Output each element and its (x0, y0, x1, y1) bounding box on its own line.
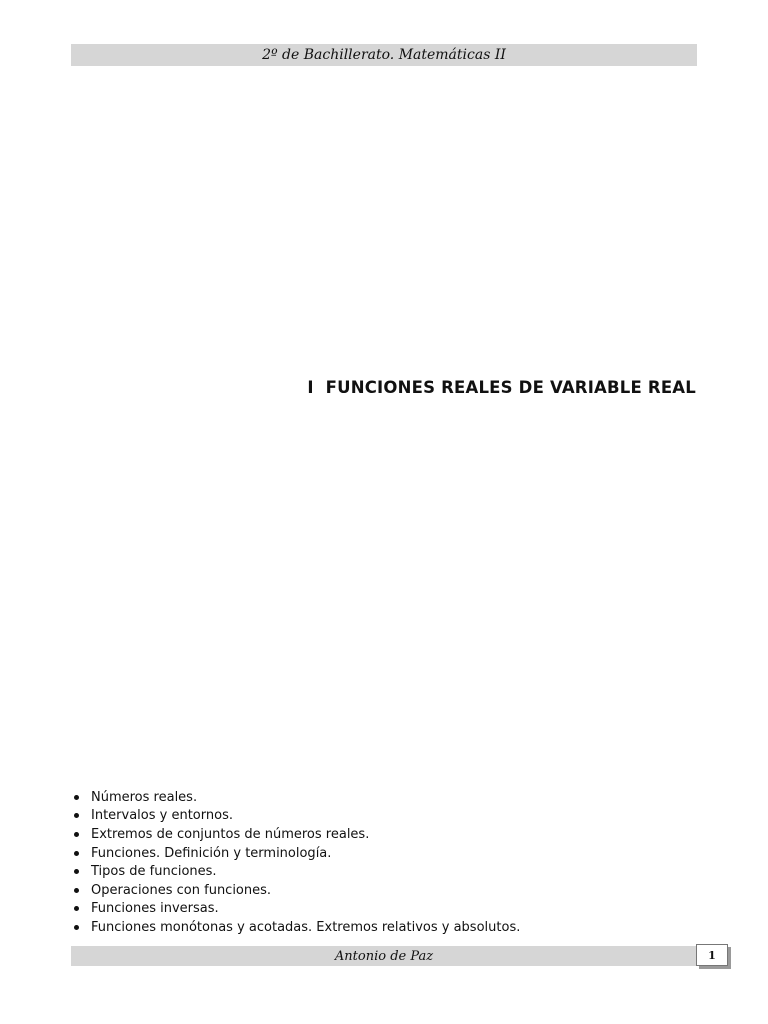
bullet-icon (74, 925, 79, 930)
list-item-label: Operaciones con funciones. (91, 882, 272, 898)
page-number-badge (696, 944, 728, 966)
list-item (74, 807, 520, 826)
bullet-icon (74, 906, 79, 911)
bullet-icon (74, 795, 79, 800)
chapter-title (0, 378, 696, 397)
list-item-label: Extremos de conjuntos de números reales. (91, 826, 370, 842)
footer-author: Antonio de Paz (334, 948, 434, 964)
chapter-number: I (307, 378, 314, 397)
page-footer (71, 946, 697, 966)
topic-list (74, 788, 520, 937)
bullet-icon (74, 869, 79, 874)
list-item-label: Intervalos y entornos. (91, 808, 233, 824)
list-item-label: Funciones inversas. (91, 901, 219, 917)
header-title: 2º de Bachillerato. Matemáticas II (262, 47, 506, 63)
list-item (74, 788, 520, 807)
chapter-title-text: FUNCIONES REALES DE VARIABLE REAL (325, 378, 696, 397)
list-item-label: Funciones monótonas y acotadas. Extremos relativos y absolutos. (91, 919, 521, 935)
list-item (74, 844, 520, 863)
bullet-icon (74, 851, 79, 856)
page-header (71, 44, 697, 66)
list-item (74, 862, 520, 881)
list-item (74, 825, 520, 844)
bullet-icon (74, 888, 79, 893)
list-item-label: Funciones. Definición y terminología. (91, 845, 332, 861)
list-item (74, 918, 520, 937)
list-item-label: Tipos de funciones. (91, 864, 217, 880)
list-item (74, 900, 520, 919)
list-item-label: Números reales. (91, 789, 198, 805)
page-number: 1 (708, 948, 716, 962)
bullet-icon (74, 832, 79, 837)
list-item (74, 881, 520, 900)
bullet-icon (74, 813, 79, 818)
